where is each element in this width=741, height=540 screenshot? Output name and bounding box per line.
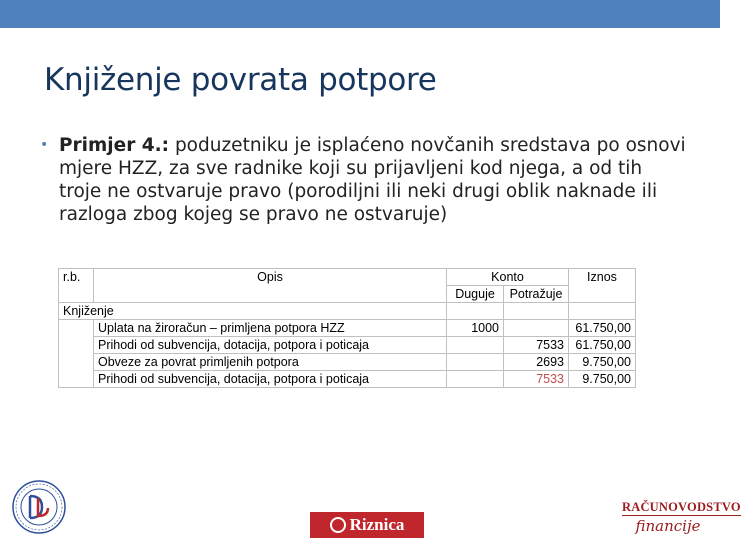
row-iznos: 61.750,00 <box>569 337 636 354</box>
slide-title: Knjiženje povrata potpore <box>44 62 437 98</box>
bullet-marker: • <box>40 137 49 153</box>
racunovodstvo-subtitle: financije <box>635 517 701 535</box>
row-iznos: 9.750,00 <box>569 354 636 371</box>
table-header-row <box>59 269 636 286</box>
row-iznos: 61.750,00 <box>569 320 636 337</box>
row-duguje <box>447 337 504 354</box>
example-text: poduzetniku je isplaćeno novčanih sredstava po osnovi mjere HZZ, za sve radnike koji su prijavljeni kod njega, a od tih troje ne ostvaruje pravo (porodiljni ili neki drugi oblik naknade ili razloga zbog kojeg se pravo ne ostvaruje) <box>59 135 686 225</box>
header-konto: Konto <box>447 269 569 286</box>
row-iznos: 9.750,00 <box>569 371 636 388</box>
row-opis: Obveze za povrat primljenih potpora <box>94 354 447 371</box>
bullet-paragraph <box>40 134 690 226</box>
table-row <box>59 371 636 388</box>
header-duguje: Duguje <box>447 286 504 303</box>
header-iznos: Iznos <box>569 269 636 303</box>
row-potrazuje <box>504 320 569 337</box>
header-rb: r.b. <box>59 269 94 303</box>
riznica-logo <box>310 512 424 538</box>
row-opis: Prihodi od subvencija, dotacija, potpora i poticaja <box>94 371 447 388</box>
header-bar <box>0 0 720 28</box>
racunovodstvo-title: RAČUNOVODSTVO <box>622 500 741 514</box>
row-duguje <box>447 354 504 371</box>
header-potrazuje: Potražuje <box>504 286 569 303</box>
row-duguje <box>447 371 504 388</box>
racunovodstvo-logo <box>622 498 741 540</box>
row-potrazuje: 7533 <box>504 337 569 354</box>
example-label: Primjer 4.: <box>59 135 170 156</box>
row-duguje: 1000 <box>447 320 504 337</box>
row-potrazuje-highlight: 7533 <box>504 371 569 388</box>
table-row <box>59 337 636 354</box>
row-potrazuje: 2693 <box>504 354 569 371</box>
header-opis: Opis <box>94 269 447 303</box>
row-opis: Prihodi od subvencija, dotacija, potpora i poticaja <box>94 337 447 354</box>
bullet-text <box>59 134 690 226</box>
table-row <box>59 354 636 371</box>
row-opis: Uplata na žiroračun – primljena potpora HZZ <box>94 320 447 337</box>
association-seal-logo <box>8 478 70 536</box>
ledger-table <box>58 268 636 388</box>
section-row <box>59 303 636 320</box>
riznica-label: Riznica <box>349 515 405 534</box>
section-label: Knjiženje <box>59 303 447 320</box>
table-row <box>59 320 636 337</box>
riznica-emblem-icon <box>330 517 346 533</box>
